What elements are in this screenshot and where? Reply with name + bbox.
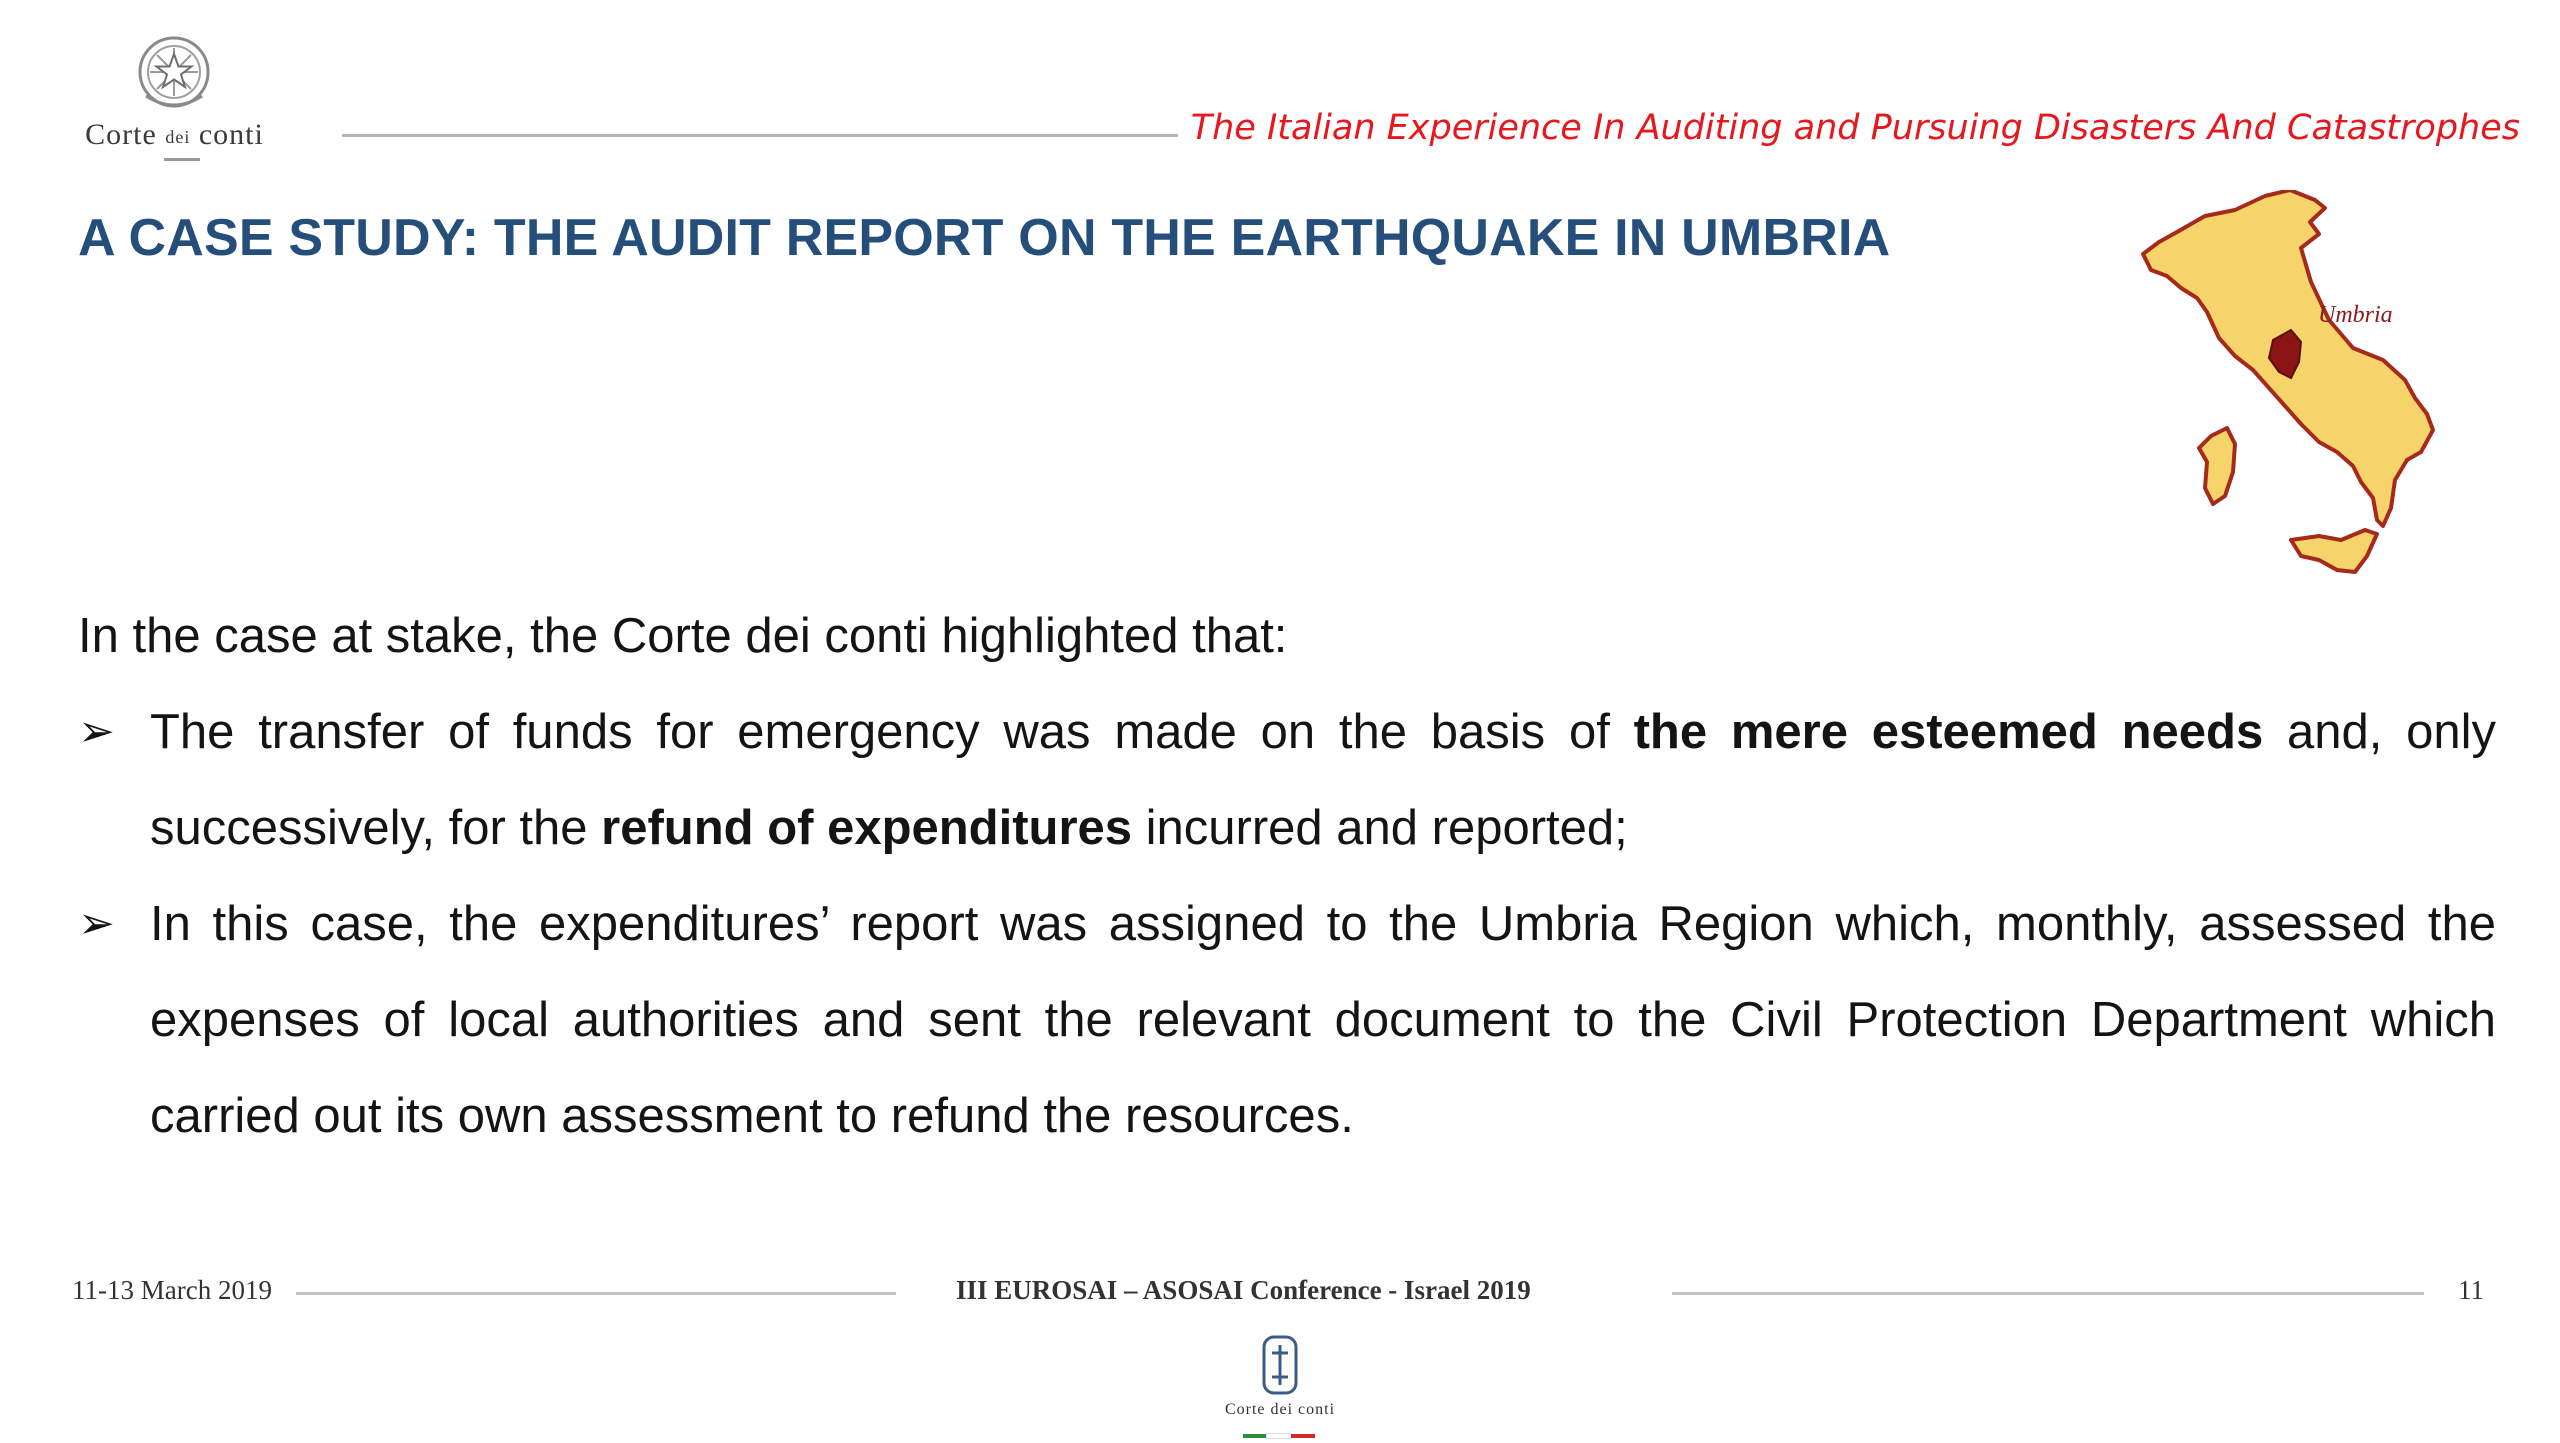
logo-name: Corte dei conti bbox=[85, 118, 264, 151]
slide-body bbox=[78, 588, 2496, 1164]
bullet-arrow-icon: ➢ bbox=[78, 707, 115, 756]
map-label-umbria: Umbria bbox=[2318, 302, 2393, 328]
slide-title: A CASE STUDY: THE AUDIT REPORT ON THE EARTHQUAKE IN UMBRIA bbox=[78, 209, 1891, 267]
footer-date: 11-13 March 2019 bbox=[72, 1275, 272, 1305]
footer-logo bbox=[1195, 1335, 1365, 1430]
footer-divider-left bbox=[296, 1292, 896, 1295]
bullet-arrow-icon: ➢ bbox=[78, 899, 115, 948]
footer-divider-right bbox=[1672, 1292, 2424, 1295]
logo-underline bbox=[164, 158, 200, 161]
bullet-item-1: ➢ The transfer of funds for emergency was made on the basis of the mere esteemed needs and, only successively, for the refund of expenditures incurred and reported; bbox=[78, 684, 2496, 876]
footer-logo-name: Corte dei conti bbox=[1224, 1401, 1336, 1418]
presentation-subtitle: The Italian Experience In Auditing and Pursuing Disasters And Catastrophes bbox=[1190, 108, 2520, 148]
italian-emblem-icon bbox=[134, 30, 214, 110]
sardinia bbox=[2199, 428, 2235, 504]
corte-dei-conti-logo bbox=[52, 30, 297, 170]
bullet-item-2: ➢ In this case, the expenditures’ report was assigned to the Umbria Region which, monthly, assessed the expenses of local authorities and sent the relevant document to the Civil Protection Department which carried out its own assessment to refund the resources. bbox=[78, 876, 2496, 1164]
footer-conference: III EUROSAI – ASOSAI Conference - Israel 2019 bbox=[956, 1275, 1531, 1305]
header-divider bbox=[342, 134, 1178, 137]
page-number: 11 bbox=[2458, 1275, 2484, 1305]
corte-dei-conti-logo-icon bbox=[1262, 1335, 1298, 1395]
italian-flag-stripe bbox=[1243, 1425, 1317, 1429]
italy-map bbox=[2115, 190, 2495, 610]
intro-text: In the case at stake, the Corte dei conti highlighted that: bbox=[78, 609, 1288, 663]
sicily bbox=[2291, 530, 2377, 572]
